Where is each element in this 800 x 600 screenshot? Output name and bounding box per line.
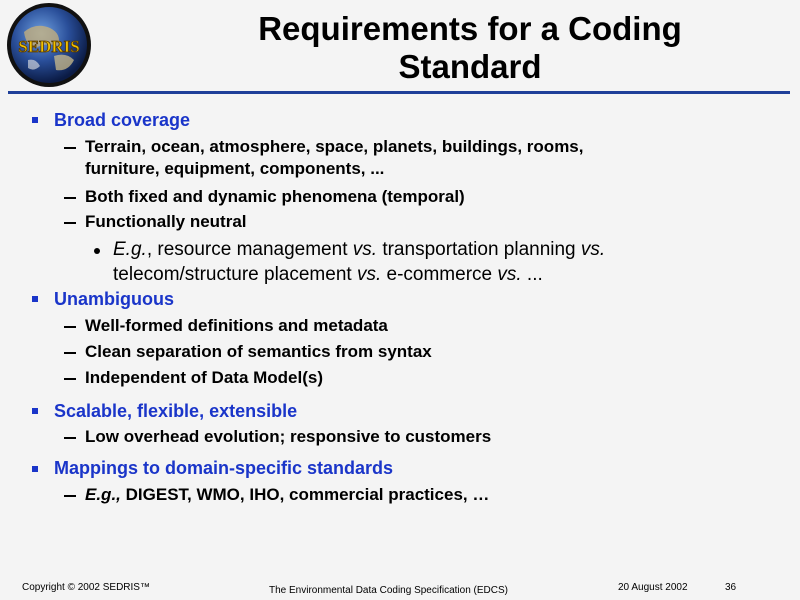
bullet-broad-coverage: Broad coverage — [54, 110, 191, 130]
italic-vs: vs. — [580, 239, 606, 260]
dash-bullet-icon — [64, 352, 76, 354]
dot-bullet-icon — [94, 248, 100, 254]
sub-bullet-digest — [85, 485, 489, 505]
page-number: 36 — [725, 582, 737, 593]
sub-bullet-low-overhead: Low overhead evolution; responsive to customers — [85, 427, 492, 446]
detail-text: transportation planning — [377, 239, 581, 260]
italic-eg: E.g. — [113, 239, 147, 260]
detail-text: , resource management — [146, 239, 353, 260]
detail-text: telecom/structure placement — [113, 264, 357, 285]
dash-bullet-icon — [64, 147, 76, 149]
dash-bullet-icon — [64, 495, 76, 497]
detail-text: ... — [521, 264, 543, 285]
sub-bullet-separation: Clean separation of semantics from syntax — [85, 342, 432, 361]
square-bullet-icon — [32, 296, 38, 302]
detail-example-line1 — [113, 239, 605, 261]
detail-text: e-commerce — [381, 264, 498, 285]
sub-bullet-terrain-line2: furniture, equipment, components, ... — [85, 159, 385, 178]
italic-vs: vs. — [497, 264, 522, 285]
dash-bullet-icon — [64, 326, 76, 328]
bullet-unambiguous: Unambiguous — [54, 289, 174, 309]
square-bullet-icon — [32, 117, 38, 123]
footer-date: 20 August 2002 — [618, 582, 688, 593]
sub-bullet-terrain-line1: Terrain, ocean, atmosphere, space, planets, buildings, rooms, — [85, 137, 584, 156]
bullet-mappings: Mappings to domain-specific standards — [54, 458, 394, 478]
sub-bullet-fixed-dynamic: Both fixed and dynamic phenomena (temporal) — [85, 187, 465, 206]
dash-bullet-icon — [64, 437, 76, 439]
sub-bullet-definitions: Well-formed definitions and metadata — [85, 316, 388, 335]
square-bullet-icon — [32, 408, 38, 414]
sub-bullet-digest-text: DIGEST, WMO, IHO, commercial practices, … — [120, 485, 490, 504]
square-bullet-icon — [32, 466, 38, 472]
slide-title-line2: Standard — [398, 48, 542, 85]
bullet-scalable: Scalable, flexible, extensible — [54, 401, 298, 421]
footer-title: The Environmental Data Coding Specification (EDCS) — [269, 585, 508, 596]
svg-text:SEDRIS: SEDRIS — [18, 37, 80, 56]
dash-bullet-icon — [64, 222, 76, 224]
footer-copyright: Copyright © 2002 SEDRIS™ — [22, 582, 150, 593]
italic-vs: vs. — [352, 239, 378, 260]
italic-vs: vs. — [356, 264, 382, 285]
dash-bullet-icon — [64, 378, 76, 380]
sub-bullet-independent: Independent of Data Model(s) — [85, 368, 323, 387]
slide-title-line1: Requirements for a Coding — [258, 10, 682, 47]
sub-bullet-functionally-neutral: Functionally neutral — [85, 212, 247, 231]
detail-example-line2 — [113, 264, 543, 286]
dash-bullet-icon — [64, 197, 76, 199]
italic-eg: E.g., — [85, 485, 121, 504]
